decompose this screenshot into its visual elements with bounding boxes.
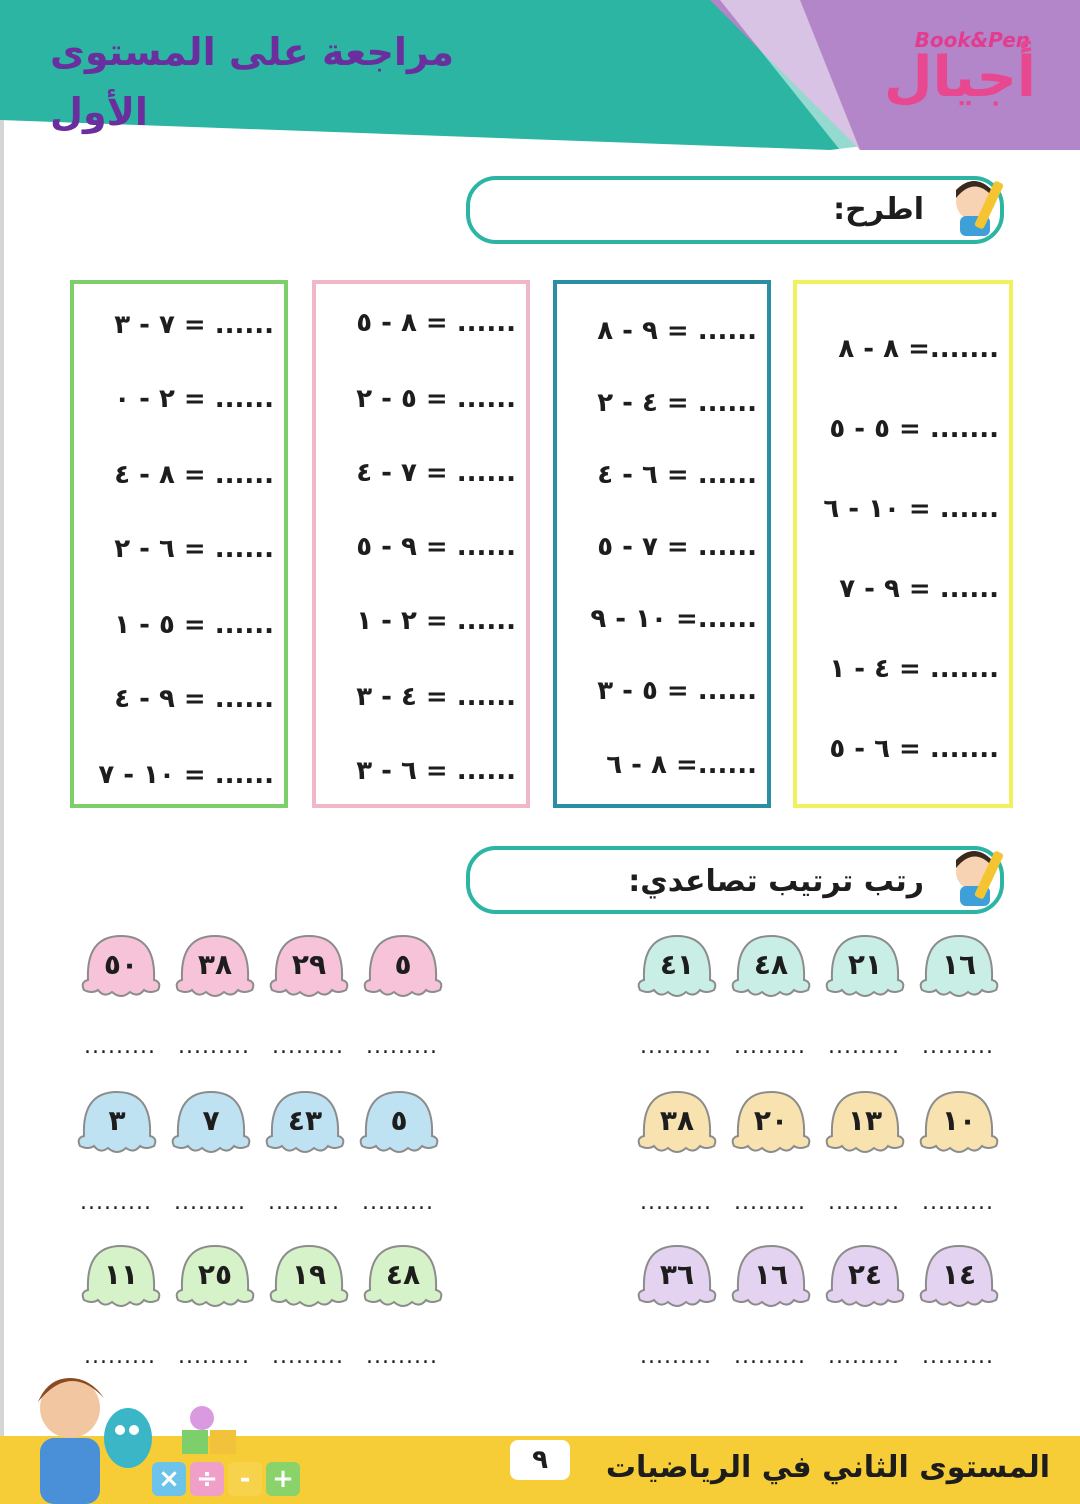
ice-cream-number [728,930,814,1010]
subtraction-problem[interactable]: ٨ - ٨ =....... [838,334,999,364]
kid-pencil-icon [940,842,1010,912]
subtract-box-blue [553,280,771,808]
ice-cream-number [728,1086,814,1166]
ice-cream-number-label: ٣٦ [659,1258,695,1291]
ice-cream-number [172,930,258,1010]
ice-cream-number-label: ١٩ [291,1258,327,1291]
answer-blank[interactable]: ......... [734,1190,806,1215]
answer-blank[interactable]: ......... [640,1344,712,1369]
subtraction-problem[interactable]: ١٠ - ٩ =...... [590,604,757,634]
subtraction-problem[interactable]: ٧ - ٣ = ...... [114,310,274,340]
ice-cream-number [634,930,720,1010]
answer-blank[interactable]: ......... [734,1034,806,1059]
ice-cream-number [822,1086,908,1166]
ice-cream-number [916,1240,1002,1320]
answer-blank[interactable]: ......... [734,1344,806,1369]
subtraction-problem[interactable]: ٩ - ٤ = ...... [114,684,274,714]
answer-blank[interactable]: ......... [922,1034,994,1059]
answer-blank[interactable]: ......... [828,1190,900,1215]
ice-cream-number-label: ١٠ [941,1104,977,1137]
subtraction-problem[interactable]: ٩ - ٥ = ...... [356,532,516,562]
math-sign-icon: - [228,1462,262,1496]
answer-blank[interactable]: ......... [640,1190,712,1215]
answer-blank[interactable]: ......... [272,1034,344,1059]
ice-cream-number-label: ١٤ [941,1258,977,1291]
answer-blank[interactable]: ......... [366,1344,438,1369]
answer-blank[interactable]: ......... [362,1190,434,1215]
subtraction-problem[interactable]: ٤ - ٢ = ...... [597,388,757,418]
ice-cream-number [822,930,908,1010]
math-sign-icon: × [152,1462,186,1496]
ice-cream-number [360,930,446,1010]
ice-cream-number [728,1240,814,1320]
answer-blank[interactable]: ......... [178,1344,250,1369]
ice-cream-number [172,1240,258,1320]
page-header [0,0,1080,150]
subtraction-problem[interactable]: ٤ - ٣ = ...... [356,682,516,712]
ice-cream-number-label: ١١ [103,1258,139,1291]
subtract-box-pink [312,280,530,808]
ice-cream-number-label: ٣٨ [197,948,233,981]
answer-blank[interactable]: ......... [828,1344,900,1369]
ice-cream-number-label: ٤٨ [385,1258,421,1291]
subtraction-problem[interactable]: ٩ - ٨ = ...... [597,316,757,346]
ice-cream-number [74,1086,160,1166]
subtraction-problem[interactable]: ٥ - ٥ = ....... [829,414,999,444]
answer-blank[interactable]: ......... [922,1190,994,1215]
answer-blank[interactable]: ......... [174,1190,246,1215]
ice-cream-number-label: ٥٠ [103,948,139,981]
ice-cream-number [78,930,164,1010]
page-number: ٩ [510,1440,570,1480]
ice-cream-number [78,1240,164,1320]
subtract-box-green [70,280,288,808]
ice-cream-number [266,1240,352,1320]
order-label: رتب ترتيب تصاعدي: [628,864,924,899]
ice-cream-number [360,1240,446,1320]
subtraction-problem[interactable]: ٢ - ٠ = ...... [114,384,274,414]
answer-blank[interactable]: ......... [84,1344,156,1369]
subtraction-problem[interactable]: ٥ - ٣ = ...... [597,676,757,706]
ice-cream-number-label: ٤٨ [753,948,789,981]
ice-cream-number [822,1240,908,1320]
logo-ajyal: أجيال [883,45,1036,110]
subtraction-problem[interactable]: ٤ - ١ = ....... [829,654,999,684]
footer-text: المستوى الثاني في الرياضيات [605,1450,1050,1485]
subtraction-problem[interactable]: ٦ - ٤ = ...... [597,460,757,490]
ice-cream-number-label: ١٦ [941,948,977,981]
ice-cream-number [266,930,352,1010]
kid-pencil-icon [940,172,1010,242]
ice-cream-number-label: ٢٩ [291,948,327,981]
subtraction-problem[interactable]: ٥ - ٢ = ...... [356,384,516,414]
subtraction-problem[interactable]: ٧ - ٤ = ...... [356,458,516,488]
ice-cream-number [262,1086,348,1166]
subtraction-problem[interactable]: ٨ - ٥ = ...... [356,308,516,338]
ice-cream-number [356,1086,442,1166]
ice-cream-number-label: ٤٣ [287,1104,323,1137]
subtraction-problem[interactable]: ٦ - ٥ = ....... [829,734,999,764]
page-title: مراجعة على المستوى الأول [50,30,455,134]
ice-cream-number [916,930,1002,1010]
ice-cream-number-label: ٥ [390,1104,408,1137]
subtraction-problem[interactable]: ٩ - ٧ = ...... [839,574,999,604]
answer-blank[interactable]: ......... [178,1034,250,1059]
subtract-label: اطرح: [833,192,924,227]
ice-cream-number-label: ٢٠ [753,1104,789,1137]
answer-blank[interactable]: ......... [366,1034,438,1059]
subtraction-problem[interactable]: ٦ - ٢ = ...... [114,534,274,564]
math-sign-icon: ÷ [190,1462,224,1496]
answer-blank[interactable]: ......... [922,1344,994,1369]
logo-book-pen: Book&Pen [914,28,1030,52]
answer-blank[interactable]: ......... [84,1034,156,1059]
ice-cream-number [634,1086,720,1166]
answer-blank[interactable]: ......... [268,1190,340,1215]
subtraction-problem[interactable]: ١٠ - ٦ = ...... [823,494,999,524]
subtraction-problem[interactable]: ٦ - ٣ = ...... [356,756,516,786]
math-sign-icon: + [266,1462,300,1496]
ice-cream-number [168,1086,254,1166]
answer-blank[interactable]: ......... [80,1190,152,1215]
ice-cream-number-label: ١٣ [847,1104,883,1137]
page-left-border [0,120,4,1440]
ice-cream-number-label: ٤١ [659,948,695,981]
answer-blank[interactable]: ......... [272,1344,344,1369]
subtraction-problem[interactable]: ١٠ - ٧ = ...... [98,760,274,790]
ice-cream-number-label: ١٦ [753,1258,789,1291]
answer-blank[interactable]: ......... [828,1034,900,1059]
subtract-box-yellow [793,280,1013,808]
ice-cream-number [634,1240,720,1320]
ice-cream-number-label: ٥ [394,948,412,981]
ice-cream-number [916,1086,1002,1166]
ice-cream-number-label: ٧ [202,1104,220,1137]
ice-cream-number-label: ٣٨ [659,1104,695,1137]
ice-cream-number-label: ٢١ [847,948,883,981]
subtraction-problem[interactable]: ٨ - ٤ = ...... [114,460,274,490]
ice-cream-number-label: ٣ [108,1104,126,1137]
ice-cream-number-label: ٢٤ [847,1258,883,1291]
ice-cream-number-label: ٢٥ [197,1258,233,1291]
subtraction-problem[interactable]: ٢ - ١ = ...... [356,606,516,636]
subtraction-problem[interactable]: ٧ - ٥ = ...... [597,532,757,562]
subtraction-problem[interactable]: ٨ - ٦ =...... [606,750,757,780]
answer-blank[interactable]: ......... [640,1034,712,1059]
math-signs [152,1462,304,1498]
subtraction-problem[interactable]: ٥ - ١ = ...... [114,610,274,640]
